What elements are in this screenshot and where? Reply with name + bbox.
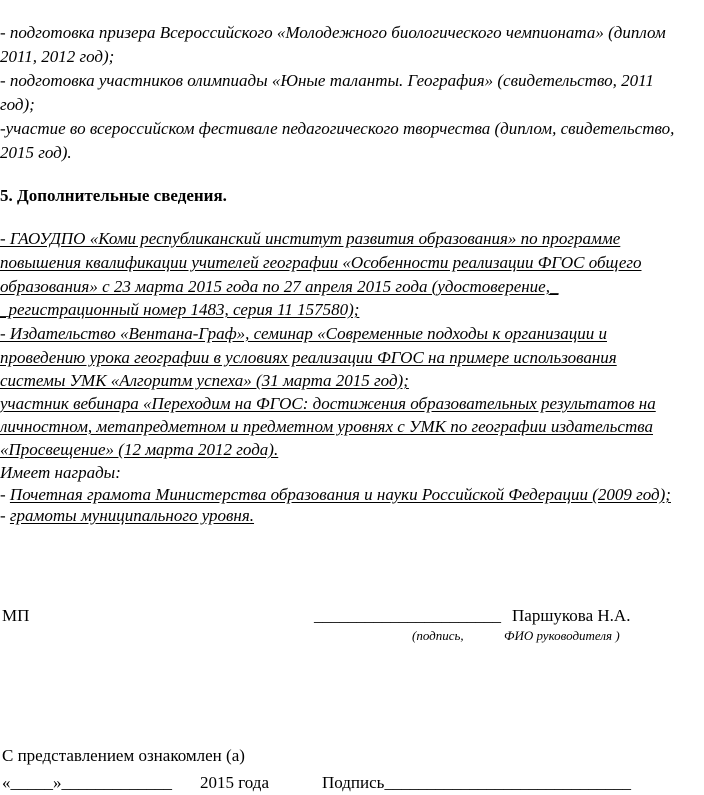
award-prefix: -	[0, 506, 10, 525]
achievement-line-4: год);	[0, 95, 35, 114]
acknowledgement-date-row	[2, 772, 172, 794]
award-text: Почетная грамота Министерства образования и науки Российской Федерации (2009 год);	[9, 485, 671, 504]
caption-fio: ФИО руководителя )	[504, 628, 620, 643]
stamp-label: МП	[2, 606, 30, 625]
course-line-9: личностном, метапредметном и предметном уровнях с УМК по географии издательства	[0, 417, 653, 436]
course-line-10: «Просвещение» (12 марта 2012 года).	[0, 440, 279, 459]
award-prefix: -	[0, 485, 10, 504]
signature-line: ______________________	[314, 606, 501, 625]
sign-label: Подпись	[322, 773, 385, 792]
director-name: Паршукова Н.А.	[512, 606, 631, 625]
course-line-2: повышения квалификации учителей географии «Особенности реализации ФГОС общего	[0, 253, 642, 272]
month-blank: _____________	[61, 773, 172, 792]
sign-blank: _____________________________	[384, 773, 631, 792]
achievement-line-5: -участие во всероссийском фестивале педагогического творчества (диплом, свидетельство,	[0, 119, 675, 138]
quote-close: »	[53, 773, 62, 792]
year-text: 2015 года	[200, 773, 270, 792]
acknowledgement-text: С представлением ознакомлен (а)	[2, 746, 245, 765]
sign-row	[322, 772, 631, 794]
course-line-7: системы УМК «Алгоритм успеха» (31 марта 2015 год);	[0, 371, 409, 390]
award-line-2	[0, 505, 254, 527]
day-blank: _____	[10, 773, 53, 792]
achievement-line-6: 2015 год).	[0, 143, 72, 162]
course-line-5: - Издательство «Вентана-Граф», семинар «Современные подходы к организации и	[0, 324, 607, 343]
course-line-4: _регистрационный номер 1483, серия 11 157580);	[0, 300, 360, 319]
quote-open: «	[2, 773, 11, 792]
achievement-line-2: 2011, 2012 год);	[0, 47, 115, 66]
course-line-8: участник вебинара «Переходим на ФГОС: достижения образовательных результатов на	[0, 394, 656, 413]
achievement-line-3: - подготовка участников олимпиады «Юные таланты. География» (свидетельство, 2011	[0, 71, 654, 90]
award-line-1	[0, 484, 671, 506]
course-line-3: образования» с 23 марта 2015 года по 27 апреля 2015 года (удостоверение,_	[0, 277, 559, 296]
course-line-1: - ГАОУДПО «Коми республиканский институт развития образования» по программе	[0, 229, 621, 248]
achievement-line-1: - подготовка призера Всероссийского «Молодежного биологического чемпионата» (диплом	[0, 23, 666, 42]
course-line-6: проведению урока географии в условиях реализации ФГОС на примере использования	[0, 348, 617, 367]
section-heading: 5. Дополнительные сведения.	[0, 186, 227, 205]
awards-heading: Имеет награды:	[0, 463, 121, 482]
award-text: грамоты муниципального уровня.	[9, 506, 255, 525]
caption-signature: (подпись,	[412, 628, 464, 643]
